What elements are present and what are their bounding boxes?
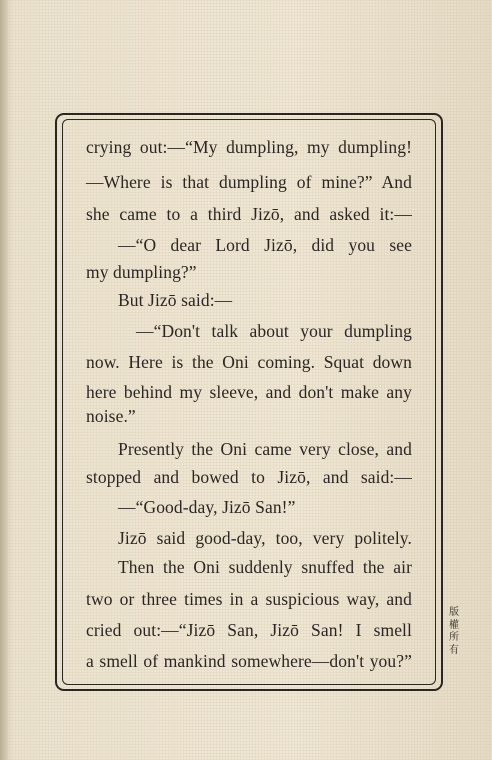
text-line: —“O dear Lord Jizō, did you see xyxy=(118,235,412,255)
text-line: —Where is that dumpling of mine?” And xyxy=(86,172,412,192)
copyright-seal: 版權所有 xyxy=(449,607,459,656)
text-line: crying out:—“My dumpling, my dumpling! xyxy=(86,137,412,157)
page-edge xyxy=(0,0,8,760)
text-line: But Jizō said:— xyxy=(118,290,233,310)
text-line: two or three times in a suspicious way, and xyxy=(86,589,412,609)
text-line: stopped and bowed to Jizō, and said:— xyxy=(86,467,412,487)
text-line: —“Good-day, Jizō San!” xyxy=(118,497,296,517)
text-line: Then the Oni suddenly snuffed the air xyxy=(118,557,412,577)
text-line: my dumpling?” xyxy=(86,262,197,282)
text-line: a smell of mankind somewhere—don't you?” xyxy=(86,651,412,671)
text-line: cried out:—“Jizō San, Jizō San! I smell xyxy=(86,620,412,640)
text-line: here behind my sleeve, and don't make any xyxy=(86,382,412,402)
text-line: Jizō said good-day, too, very politely. xyxy=(118,528,412,548)
text-line: noise.” xyxy=(86,406,136,426)
text-line: Presently the Oni came very close, and xyxy=(118,439,412,459)
text-line: she came to a third Jizō, and asked it:— xyxy=(86,204,412,224)
text-line: now. Here is the Oni coming. Squat down xyxy=(86,352,412,372)
text-line: —“Don't talk about your dumpling xyxy=(136,321,412,341)
